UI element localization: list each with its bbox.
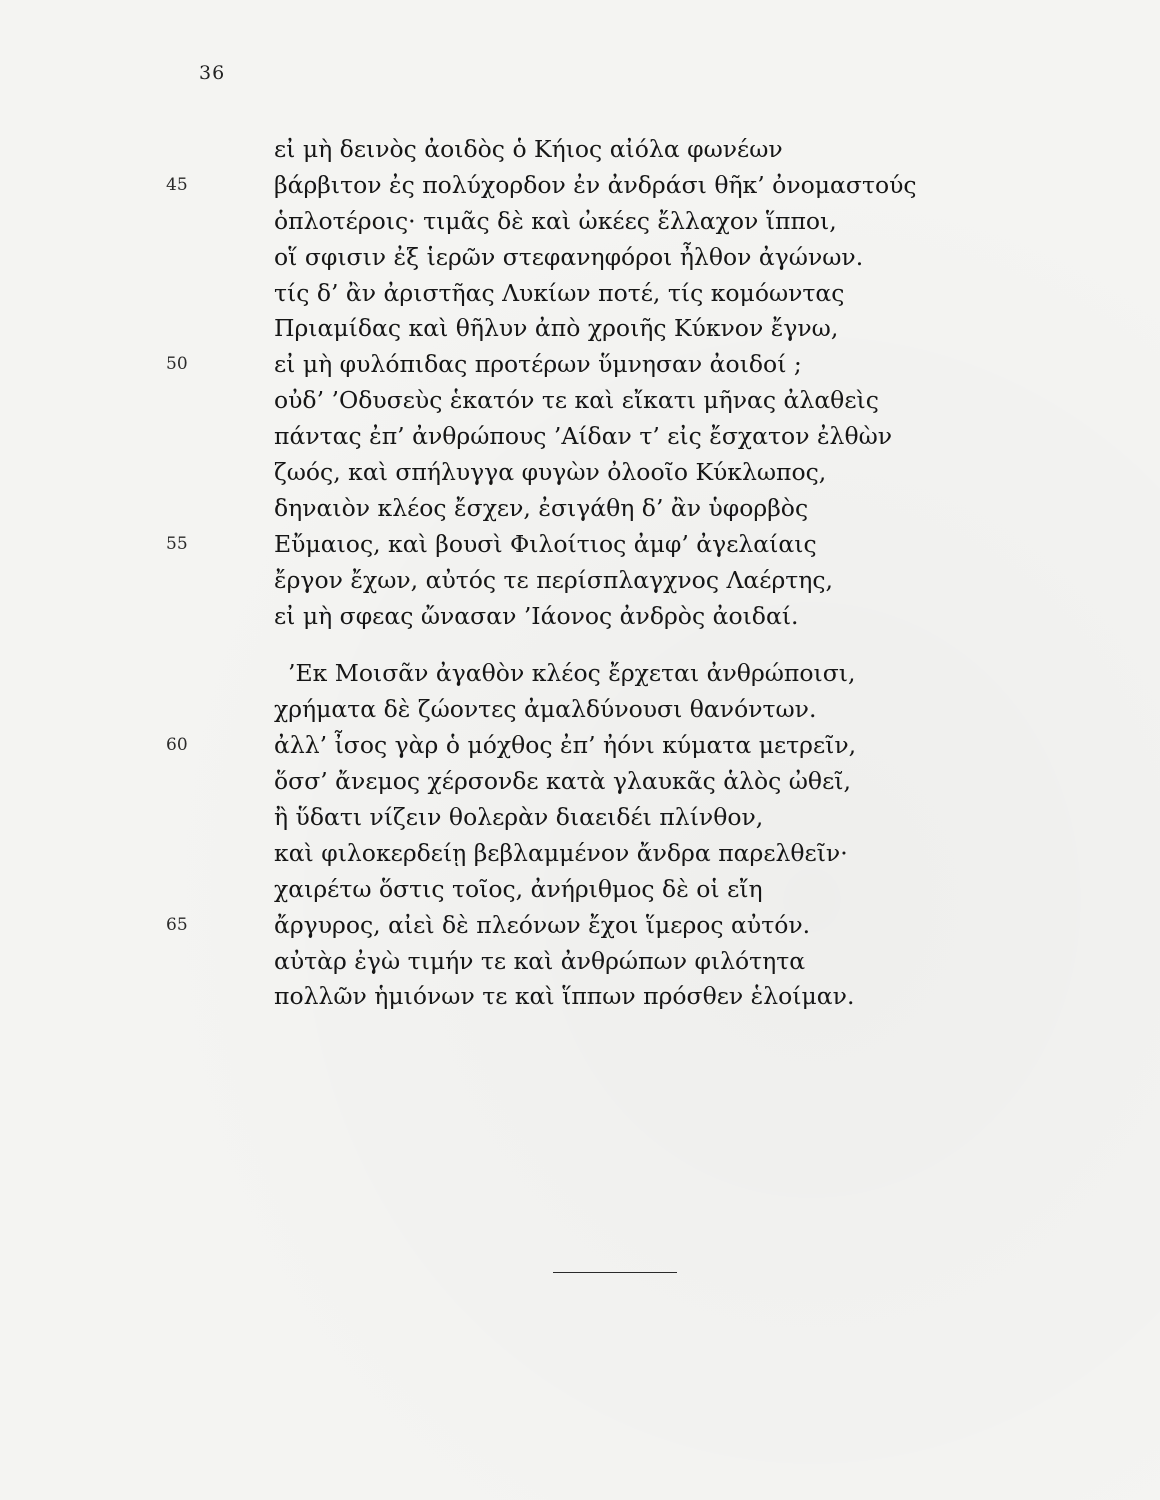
line-text: καὶ φιλοκερδείῃ βεβλαμμένον ἄνδρα παρελθεῖν· bbox=[274, 838, 848, 867]
line-text: οὐδ’ ’Οδυσεὺς ἑκατόν τε καὶ εἴκατι μῆνας ἀλαθεὶς bbox=[274, 386, 879, 415]
line-number: 45 bbox=[166, 174, 188, 195]
footer-rule bbox=[553, 1272, 677, 1273]
poem-line bbox=[166, 728, 994, 764]
line-text: Πριαμίδας καὶ θῆλυν ἀπὸ χροιῆς Κύκνον ἔγνω, bbox=[274, 314, 839, 343]
line-text: οἵ σφισιν ἐξ ἱερῶν στεφανηφόροι ἦλθον ἀγώνων. bbox=[274, 242, 864, 271]
line-text: αὐτὰρ ἐγὼ τιμήν τε καὶ ἀνθρώπων φιλότητα bbox=[274, 946, 806, 975]
line-text: Εὔμαιος, καὶ βουσὶ Φιλοίτιος ἀμφ’ ἀγελαίαις bbox=[274, 529, 817, 558]
poem-line bbox=[274, 800, 994, 836]
poem-line bbox=[274, 944, 994, 980]
line-text: ὅσσ’ ἄνεμος χέρσονδε κατὰ γλαυκᾶς ἁλὸς ὠθεῖ, bbox=[274, 767, 851, 796]
poem-line bbox=[166, 527, 994, 563]
line-text: ζωός, καὶ σπήλυγγα φυγὼν ὀλοοῖο Κύκλωπος, bbox=[274, 458, 827, 487]
poem-text bbox=[166, 132, 994, 1015]
poem-line bbox=[166, 347, 994, 383]
poem-line bbox=[274, 491, 994, 527]
line-number: 65 bbox=[166, 914, 188, 935]
line-text: ὁπλοτέροις· τιμᾶς δὲ καὶ ὠκέες ἔλλαχον ἵπποι, bbox=[274, 206, 837, 235]
poem-line bbox=[274, 132, 994, 168]
poem-line bbox=[274, 836, 994, 872]
line-text: πάντας ἐπ’ ἀνθρώπους ’Αίδαν τ’ εἰς ἔσχατον ἐλθὼν bbox=[274, 422, 893, 451]
line-text: βάρβιτον ἐς πολύχορδον ἐν ἀνδράσι θῆκ’ ὀνομαστούς bbox=[274, 170, 917, 199]
line-text: εἰ μὴ δεινὸς ἀοιδὸς ὁ Κήιος αἰόλα φωνέων bbox=[274, 135, 783, 163]
poem-line bbox=[274, 240, 994, 276]
line-text: ἔργον ἔχων, αὐτός τε περίσπλαγχνος Λαέρτης, bbox=[274, 565, 833, 594]
poem-line bbox=[274, 383, 994, 419]
line-number: 55 bbox=[166, 533, 188, 554]
line-text: ἢ ὕδατι νίζειν θολερὰν διαειδέι πλίνθον, bbox=[274, 803, 764, 832]
line-text: εἰ μὴ σφεας ὤνασαν ’Ιάονος ἀνδρὸς ἀοιδαί. bbox=[274, 601, 799, 630]
poem-line bbox=[274, 764, 994, 800]
line-text: ἀλλ’ ἶσος γὰρ ὁ μόχθος ἐπ’ ἠόνι κύματα μετρεῖν, bbox=[274, 731, 857, 760]
poem-line bbox=[166, 908, 994, 944]
line-text: τίς δ’ ἂν ἀριστῆας Λυκίων ποτέ, τίς κομόωντας bbox=[274, 278, 845, 307]
line-text: χαιρέτω ὅστις τοῖος, ἀνήριθμος δὲ οἱ εἴη bbox=[274, 874, 763, 903]
poem-line bbox=[274, 276, 994, 312]
poem-line bbox=[274, 979, 994, 1015]
poem-line bbox=[274, 656, 994, 692]
poem-line bbox=[274, 419, 994, 455]
line-text: χρήματα δὲ ζώοντες ἀμαλδύνουσι θανόντων. bbox=[274, 695, 817, 724]
poem-line bbox=[274, 599, 994, 635]
line-text: δηναιὸν κλέος ἔσχεν, ἐσιγάθη δ’ ἂν ὑφορβὸς bbox=[274, 493, 809, 522]
stanza-2 bbox=[166, 656, 994, 1015]
line-number: 50 bbox=[166, 354, 188, 375]
poem-line bbox=[274, 311, 994, 347]
line-text: εἰ μὴ φυλόπιδας προτέρων ὕμνησαν ἀοιδοί ; bbox=[274, 350, 802, 379]
poem-line bbox=[166, 168, 994, 204]
poem-line bbox=[274, 563, 994, 599]
poem-line bbox=[274, 204, 994, 240]
poem-line bbox=[274, 692, 994, 728]
line-text: ’Εκ Μοισᾶν ἀγαθὸν κλέος ἔρχεται ἀνθρώποισι, bbox=[288, 659, 856, 688]
stanza-1 bbox=[166, 132, 994, 634]
page-number: 36 bbox=[199, 62, 226, 84]
poem-line bbox=[274, 455, 994, 491]
line-text: ἄργυρος, αἰεὶ δὲ πλεόνων ἔχοι ἵμερος αὐτόν. bbox=[274, 910, 811, 939]
poem-line bbox=[274, 872, 994, 908]
line-number: 60 bbox=[166, 735, 188, 756]
line-text: πολλῶν ἡμιόνων τε καὶ ἵππων πρόσθεν ἑλοίμαν. bbox=[274, 982, 855, 1011]
